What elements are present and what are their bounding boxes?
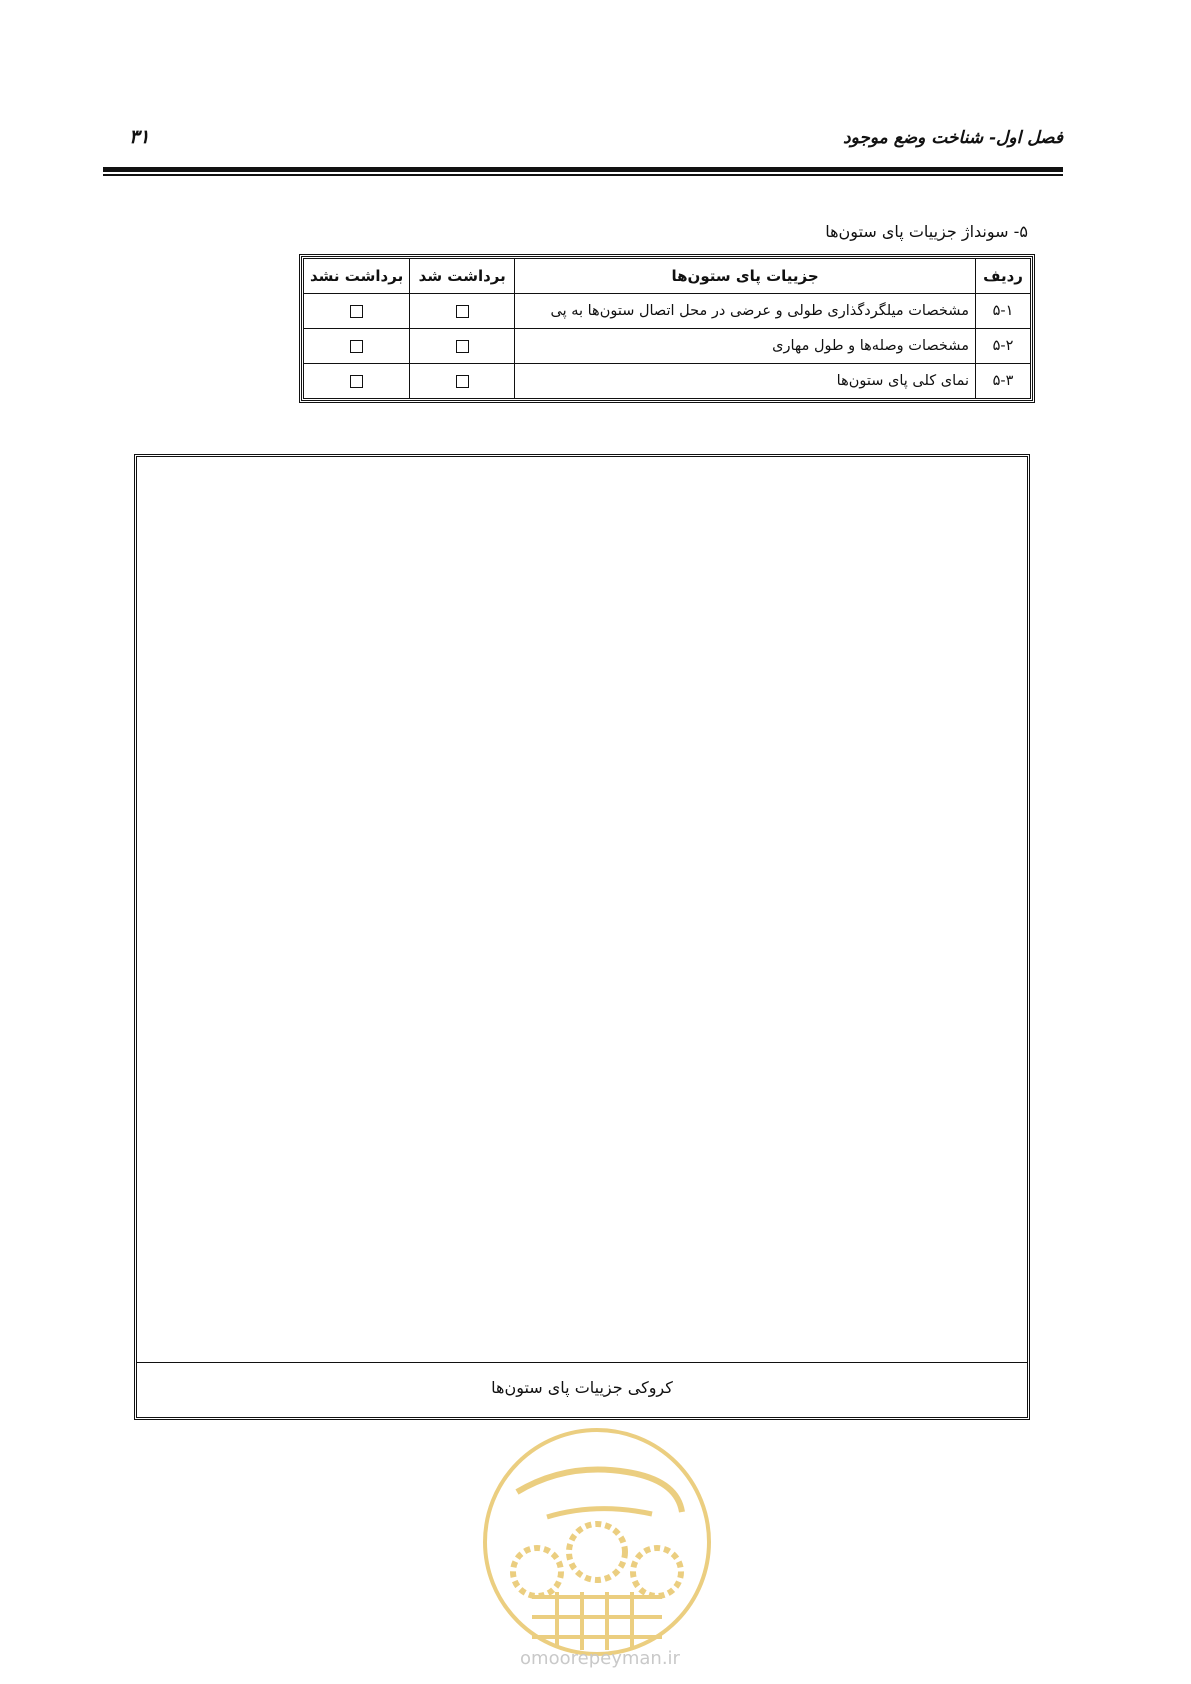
watermark-url: omoorepeyman.ir xyxy=(520,1648,680,1669)
watermark-logo-icon xyxy=(477,1422,717,1662)
taken-checkbox[interactable] xyxy=(456,375,469,388)
header-rule-thick xyxy=(103,167,1063,172)
checklist-header-row xyxy=(304,259,1031,294)
checklist-table xyxy=(303,258,1031,399)
row-index: ۵-۲ xyxy=(976,329,1031,364)
column-header-index: ردیف xyxy=(976,259,1031,294)
table-row xyxy=(304,329,1031,364)
not-taken-checkbox[interactable] xyxy=(350,375,363,388)
row-index: ۵-۱ xyxy=(976,294,1031,329)
section-heading: ۵- سونداژ جزییات پای ستون‌ها xyxy=(825,222,1028,241)
sketch-area[interactable] xyxy=(134,454,1030,1420)
sketch-caption: کروکی جزییات پای ستون‌ها xyxy=(137,1362,1027,1417)
taken-checkbox[interactable] xyxy=(456,305,469,318)
taken-checkbox[interactable] xyxy=(456,340,469,353)
not-taken-checkbox[interactable] xyxy=(350,305,363,318)
checklist-table-frame xyxy=(299,254,1035,403)
page-header xyxy=(103,128,1063,162)
column-header-description: جزییات پای ستون‌ها xyxy=(515,259,976,294)
table-row xyxy=(304,294,1031,329)
row-description: نمای کلی پای ستون‌ها xyxy=(515,364,976,399)
row-description: مشخصات وصله‌ها و طول مهاری xyxy=(515,329,976,364)
page-number: ۳۱ xyxy=(129,126,150,148)
row-description: مشخصات میلگردگذاری طولی و عرضی در محل اتصال ستون‌ها به پی xyxy=(515,294,976,329)
chapter-title: فصل اول- شناخت وضع موجود xyxy=(843,128,1063,148)
column-header-taken: برداشت شد xyxy=(410,259,515,294)
not-taken-checkbox[interactable] xyxy=(350,340,363,353)
table-row xyxy=(304,364,1031,399)
row-index: ۵-۳ xyxy=(976,364,1031,399)
header-rule-thin xyxy=(103,174,1063,176)
column-header-not-taken: برداشت نشد xyxy=(304,259,410,294)
